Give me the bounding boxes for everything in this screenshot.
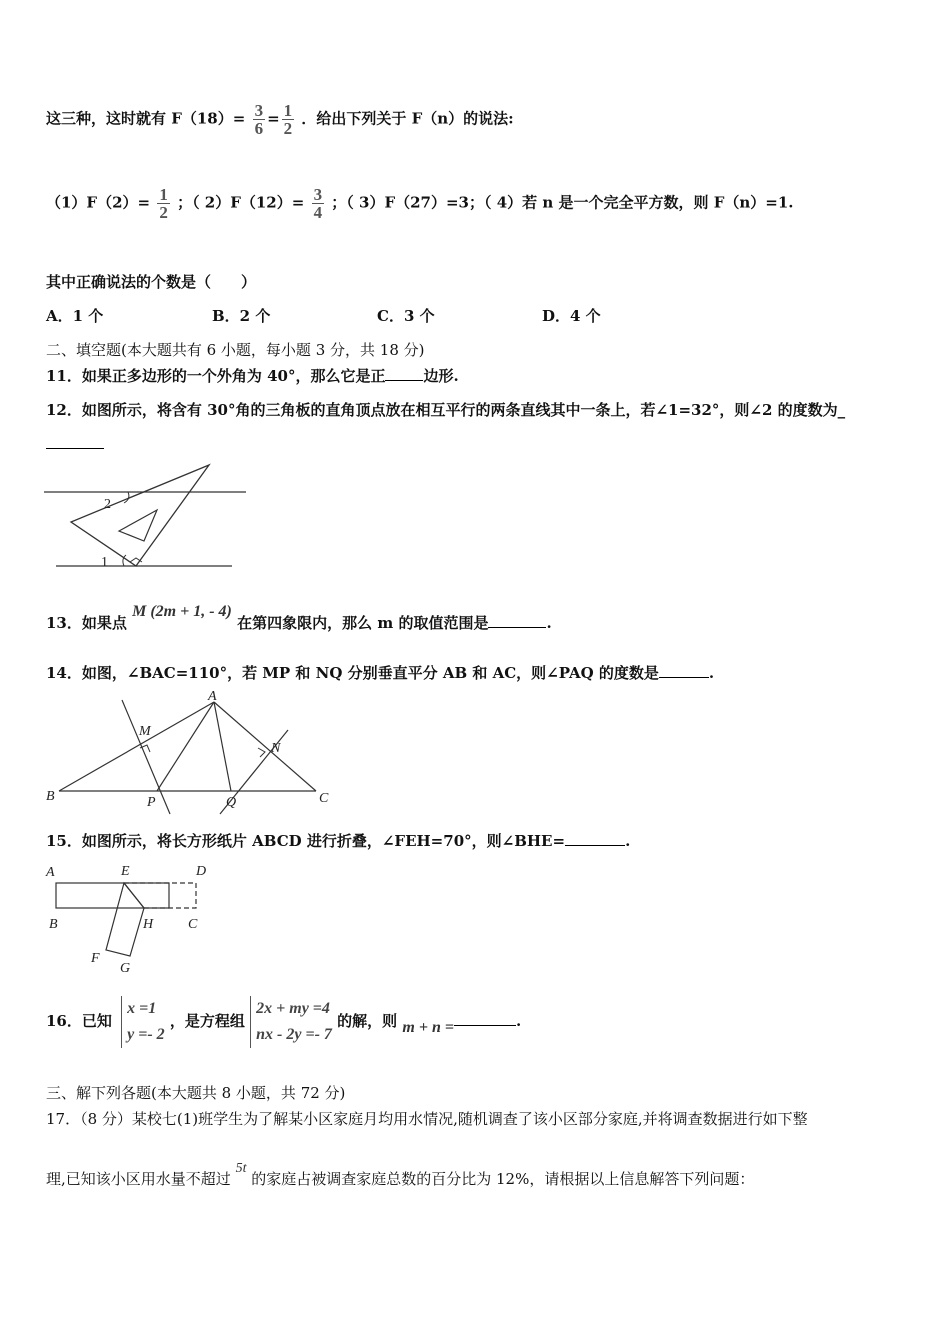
label-a: A [208, 689, 217, 704]
statements-line [46, 186, 794, 221]
answer-blank[interactable] [385, 366, 423, 381]
segment-ap [157, 702, 214, 791]
label-angle-2: 2 [104, 497, 111, 512]
fraction-1-2 [157, 186, 170, 221]
equation-1: 2x + my =4 [256, 1000, 330, 1017]
fraction-denominator: 4 [313, 203, 323, 222]
fraction-1-2 [282, 102, 295, 137]
fraction-numerator: 3 [313, 185, 323, 204]
answer-blank[interactable] [659, 663, 709, 678]
option-a[interactable]: A．1 个 [46, 307, 104, 325]
answer-blank[interactable] [565, 831, 625, 846]
question-14 [46, 662, 714, 683]
value-5t: 5t [235, 1161, 247, 1176]
solution-y: y =- 2 [127, 1026, 165, 1043]
period: . [546, 614, 552, 632]
label-g: G [120, 961, 131, 976]
label-e: E [121, 864, 130, 879]
answer-blank[interactable] [488, 613, 546, 628]
fold-line-eh [124, 883, 144, 908]
label-p: P [147, 795, 156, 810]
label-d: D [196, 864, 207, 879]
q12-answer-line [46, 434, 104, 453]
answer-options [46, 305, 601, 326]
label-q: Q [226, 795, 237, 810]
answer-blank[interactable] [454, 1011, 516, 1026]
fraction-denominator: 2 [159, 203, 168, 222]
q12-text: 12．如图所示，将含有 30°角的三角板的直角顶点放在相互平行的两条直线其中一条上，若∠1=32°，则∠2 的度数为_ [46, 401, 846, 419]
fraction-3-6 [253, 102, 266, 137]
figure-14-triangle-bisectors [44, 690, 329, 815]
statement-1: （1）F（2）= [46, 193, 151, 212]
option-c[interactable]: C．3 个 [377, 307, 435, 325]
period: . [708, 664, 715, 682]
right-angle-mark-n [258, 748, 265, 757]
equals: = [267, 109, 280, 128]
statement-2: ；（ 2）F（12）= [177, 193, 305, 212]
q17-line2-suffix: 的家庭占被调查家庭总数的百分比为 12%，请根据以上信息解答下列问题： [251, 1170, 755, 1188]
q11-text: 11．如果正多边形的一个外角为 40°，那么它是正 [46, 367, 386, 385]
q10-continuation [46, 102, 514, 137]
question-13 [46, 603, 552, 633]
equation-system [250, 996, 332, 1048]
question-15 [46, 830, 630, 851]
q16-suffix: 的解，则 [337, 1012, 398, 1030]
label-f: F [91, 951, 100, 966]
question-12 [46, 399, 845, 420]
segment-ac [214, 702, 316, 791]
section-2-header: 二、填空题(本大题共有 6 小题，每小题 3 分，共 18 分) [46, 341, 425, 359]
fraction-denominator: 6 [254, 119, 264, 138]
question-16 [46, 996, 521, 1048]
solution-x: x =1 [127, 1000, 157, 1017]
label-n: N [271, 741, 281, 756]
q10-suffix: ．给出下列关于 F（n）的说法: [301, 109, 514, 128]
q15-text: 15．如图所示，将长方形纸片 ABCD 进行折叠，∠FEH=70°，则∠BHE= [46, 832, 566, 850]
label-c: C [188, 917, 198, 932]
q16-mid: ，是方程组 [169, 1012, 245, 1030]
q10-prefix: 这三种，这时就有 F（18）= [46, 109, 246, 128]
q13-prefix: 13．如果点 [46, 614, 127, 632]
bisector-mp [122, 700, 170, 814]
option-b[interactable]: B．2 个 [212, 307, 271, 325]
question-17-line-1: 17．（8 分）某校七(1)班学生为了解某小区家庭月均用水情况,随机调查了该小区部分家庭,并将调查数据进行如下整 [46, 1110, 808, 1128]
figure-12-triangle-parallel-lines [44, 462, 249, 572]
label-a: A [46, 865, 55, 880]
folded-part-dashed [124, 883, 196, 908]
rectangle-abeh [56, 883, 169, 908]
answer-blank[interactable] [46, 434, 104, 449]
point-m: M (2m + 1, - 4) [132, 603, 232, 620]
equation-2: nx - 2y =- 7 [256, 1026, 332, 1043]
fraction-3-4 [312, 186, 325, 221]
folded-strip-efgh [106, 883, 144, 956]
q11-suffix: 边形. [423, 367, 459, 385]
label-b: B [49, 917, 58, 932]
question-11 [46, 365, 459, 386]
set-square-inner [119, 510, 157, 541]
option-d[interactable]: D．4 个 [542, 307, 601, 325]
label-b: B [46, 789, 55, 804]
q17-line2-prefix: 理,已知该小区用水量不超过 [46, 1170, 231, 1188]
set-square-outer [71, 465, 209, 566]
label-m: M [139, 724, 151, 739]
section-3-header: 三、解下列各题(本大题共 8 小题，共 72 分) [46, 1084, 346, 1102]
q14-text: 14．如图，∠BAC=110°，若 MP 和 NQ 分别垂直平分 AB 和 AC，则∠PAQ 的度数是 [46, 664, 659, 682]
q13-suffix: 在第四象限内，那么 m 的取值范围是 [237, 614, 489, 632]
period: . [625, 832, 631, 850]
segment-ab [59, 702, 214, 791]
solution-system [121, 996, 165, 1048]
label-c: C [319, 791, 329, 806]
figure-15-folded-rectangle [44, 858, 224, 978]
fraction-numerator: 1 [283, 101, 293, 120]
label-angle-1: 1 [101, 555, 108, 570]
angle-2-arc [124, 492, 129, 503]
expression-m-plus-n: m + n = [402, 1019, 454, 1036]
period: . [515, 1012, 522, 1030]
question-prompt: 其中正确说法的个数是（ ） [46, 273, 257, 291]
fraction-numerator: 1 [159, 185, 168, 204]
q16-prefix: 16．已知 [46, 1012, 112, 1030]
statement-3-4: ；（ 3）F（27）=3；（ 4）若 n 是一个完全平方数，则 F（n）=1. [331, 193, 794, 212]
fraction-numerator: 3 [254, 101, 264, 120]
label-h: H [143, 917, 154, 932]
question-17-line-2 [46, 1161, 755, 1189]
fraction-denominator: 2 [283, 119, 293, 138]
